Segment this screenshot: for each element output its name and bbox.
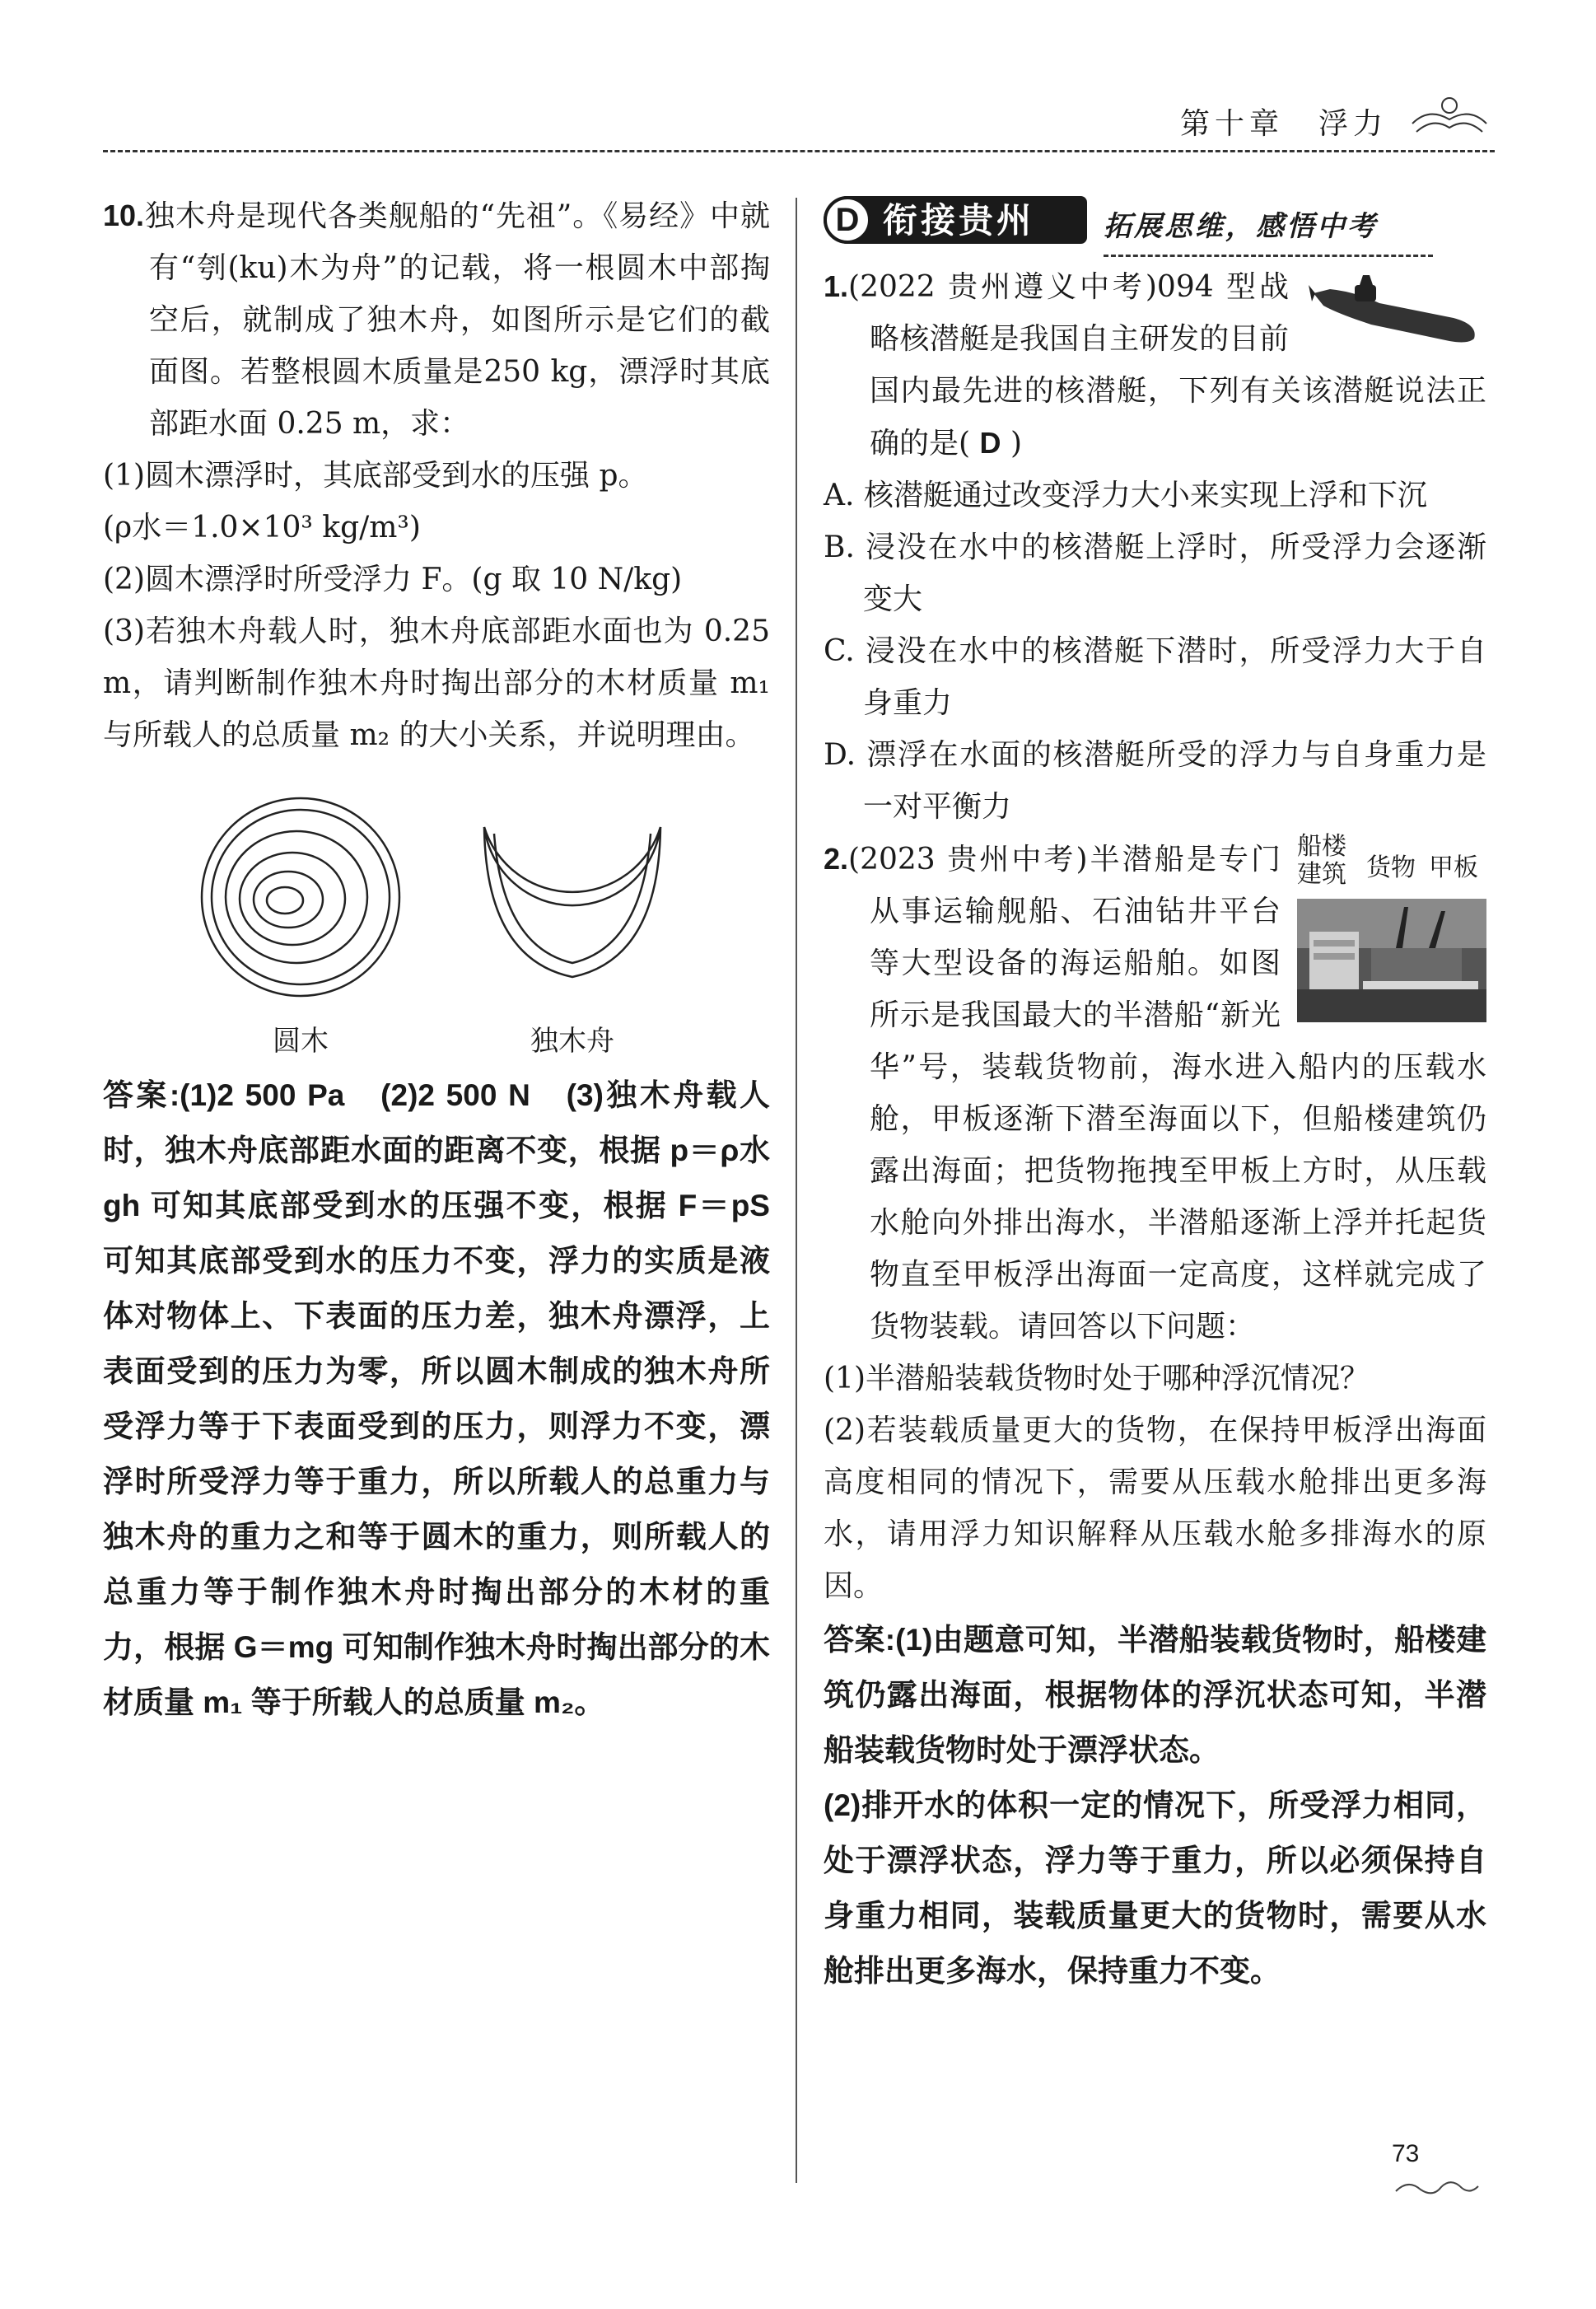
question-number: 1. [824, 269, 849, 303]
column-divider [796, 198, 797, 2183]
choice-a: A. 核潜艇通过改变浮力大小来实现上浮和下沉 [824, 479, 1427, 512]
banner-letter: D [824, 196, 871, 244]
ship-labels [1297, 833, 1486, 899]
ship-label-cargo: 货物 [1366, 853, 1416, 882]
ship-label-building-1: 船楼 [1297, 832, 1346, 861]
question-2-answer-2: (2)排开水的体积一定的情况下，所受浮力相同，处于漂浮状态，浮力等于重力，所以必须保持自身重力相同，装载质量更大的货物时，需要从水舱排出更多海水，保持重力不变。 [824, 1788, 1486, 1988]
ship-label-deck: 甲板 [1429, 853, 1478, 882]
question-2-part-2: (2)若装载质量更大的货物，在保持甲板浮出海面高度相同的情况下，需要从压载水舱排出更多海水，请用浮力知识解释从压载水舱多排海水的原因。 [824, 1414, 1486, 1603]
question-10-part-1: (1)圆木漂浮时，其底部受到水的压强 p。 [103, 459, 648, 493]
question-2-answer-1: 答案:(1)由题意可知，半潜船装载货物时，船楼建筑仍露出海面，根据物体的浮沉状态可知，半潜船装载货物时处于漂浮状态。 [824, 1623, 1486, 1767]
question-10-answer: 答案:(1)2 500 Pa (2)2 500 N (3)独木舟载人时，独木舟底部距水面的距离不变，根据 p＝ρ水gh 可知其底部受到水的压强不变，根据 F＝pS 可知其底部受到水的压力不变，浮力的实质是液体对物体上、下表面的压力差，独木舟漂浮，上表面受到的压力为零，所以圆木制成的独木舟所受浮力等于下表面受到的压力，则浮力不变，漂浮时所受浮力等于重力，所以所载人的总重力与独木舟的重力之和等于圆木的重力，则所载人的总重力等于制作独木舟时掏出部分的木材的重力，根据 G＝mg 可知制作独木舟时掏出部分的木材质量 m₁ 等于所载人的总质量 m₂。 [103, 1078, 770, 1719]
left-column [103, 189, 770, 1730]
question-10-part-2: (2)圆木漂浮时所受浮力 F。(g 取 10 N/kg) [103, 563, 683, 596]
canoe-cross-section-icon [469, 794, 675, 1000]
canoe-caption: 独木舟 [530, 1025, 614, 1058]
chapter-title: 第十章 浮力 [1179, 107, 1388, 141]
banner-box [824, 196, 1087, 244]
footer-ornament-icon [1392, 2175, 1482, 2199]
log-cross-section-icon [198, 794, 404, 1000]
question-2 [824, 833, 1486, 1998]
ship-figure [1297, 833, 1486, 1039]
canoe-figure [469, 794, 675, 1059]
page-header [103, 91, 1495, 152]
question-1 [824, 260, 1486, 833]
question-stem: (2023 贵州中考)半潜船是专门从事运输舰船、石油钻井平台等大型设备的海运船舶。如图所示是我国最大的半潜船“新光华”号，装载货物前，海水进入船内的压载水舱，甲板逐渐下潜至海面以下，但船楼建筑仍露出海面；把货物拖拽至甲板上方时，从压载水舱向外排出海水，半潜船逐渐上浮并托起货物直至甲板浮出海面一定高度，这样就完成了货物装载。请回答以下问题： [848, 843, 1486, 1344]
question-2-part-1: (1)半潜船装载货物时处于哪种浮沉情况？ [824, 1362, 1370, 1395]
choice-c: C. 浸没在水中的核潜艇下潜时，所受浮力大于自身重力 [824, 634, 1486, 720]
question-stem: 独木舟是现代各类舰船的“先祖”。《易经》中就有“刳(ku)木为舟”的记载，将一根圆木中部掏空后，就制成了独木舟，如图所示是它们的截面图。若整根圆木质量是250 kg，漂浮时其底部距水面 0.25 m，求： [144, 199, 770, 441]
cross-section-figure [103, 794, 770, 1059]
choice-b: B. 浸没在水中的核潜艇上浮时，所受浮力会逐渐变大 [824, 531, 1486, 616]
question-10-part-1-note: (ρ水＝1.0×10³ kg/m³) [103, 511, 421, 545]
ship-label-building-2: 建筑 [1297, 860, 1346, 889]
section-banner [824, 189, 1486, 255]
header-rule [103, 150, 1495, 152]
banner-title: 衔接贵州 [883, 200, 1035, 240]
question-stem: (2022 贵州遵义中考)094 型战略核潜艇是我国自主研发的目前国内最先进的核潜艇，下列有关该潜艇说法正确的是( [848, 270, 1486, 460]
choice-d: D. 漂浮在水面的核潜艇所受的浮力与自身重力是一对平衡力 [824, 738, 1486, 824]
question-number: 2. [824, 842, 849, 876]
page-number: 73 [1392, 2140, 1420, 2167]
question-number: 10. [103, 199, 145, 232]
wave-ornament-icon [1404, 91, 1495, 140]
log-figure [198, 794, 404, 1059]
question-10-part-3: (3)若独木舟载人时，独木舟底部距水面也为 0.25 m，请判断制作独木舟时掏出部分的木材质量 m₁ 与所载人的总质量 m₂ 的大小关系，并说明理由。 [103, 615, 770, 752]
semi-submersible-ship-icon [1297, 899, 1486, 1022]
right-column [824, 189, 1486, 1998]
question-10 [103, 189, 770, 450]
question-1-answer: D [979, 426, 1001, 460]
submarine-icon [1305, 260, 1486, 351]
log-caption: 圆木 [273, 1025, 329, 1058]
banner-subtitle: 拓展思维，感悟中考 [1104, 201, 1433, 257]
question-1-close: ) [1010, 427, 1022, 460]
